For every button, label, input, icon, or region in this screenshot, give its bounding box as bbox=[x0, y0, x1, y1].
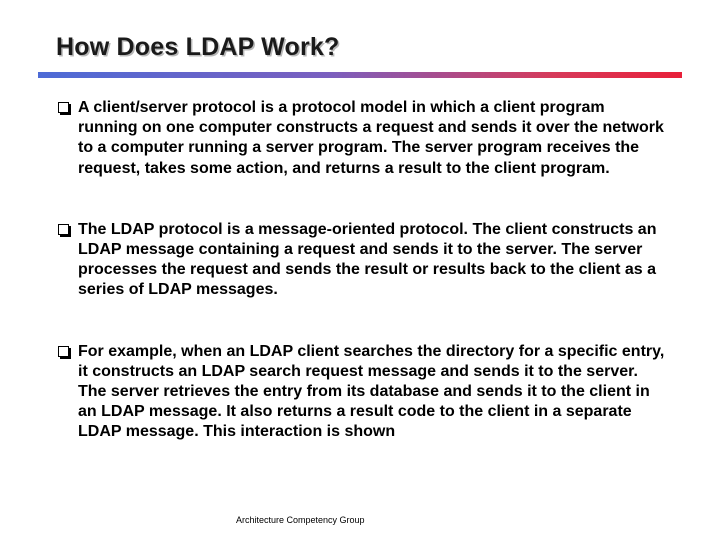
bullet-item bbox=[58, 220, 668, 301]
bullet-list bbox=[58, 98, 668, 443]
bullet-text: For example, when an LDAP client searches the directory for a specific entry, it constructs an LDAP search request message and sends it to the server. The server retrieves the entry from its database and sends it to the client in an LDAP message. It also returns a result code to the client in a separate LDAP message. This interaction is shown bbox=[78, 342, 665, 441]
bullet-item bbox=[58, 98, 668, 179]
slide-title: How Does LDAP Work? bbox=[56, 33, 340, 61]
title-underline-rule bbox=[38, 72, 682, 78]
checkbox-bullet-icon bbox=[58, 102, 69, 113]
checkbox-bullet-icon bbox=[58, 224, 69, 235]
bullet-item bbox=[58, 342, 668, 443]
footer-text: Architecture Competency Group bbox=[236, 515, 365, 525]
bullet-text: The LDAP protocol is a message-oriented protocol. The client constructs an LDAP message containing a request and sends it to the server. The server processes the request and sends the result or results back to the client as a series of LDAP messages. bbox=[78, 220, 657, 299]
checkbox-bullet-icon bbox=[58, 346, 69, 357]
bullet-text: A client/server protocol is a protocol model in which a client program running on one computer constructs a request and sends it over the network to a computer running a server program. The server program receives the request, takes some action, and returns a result to the client program. bbox=[78, 99, 664, 177]
